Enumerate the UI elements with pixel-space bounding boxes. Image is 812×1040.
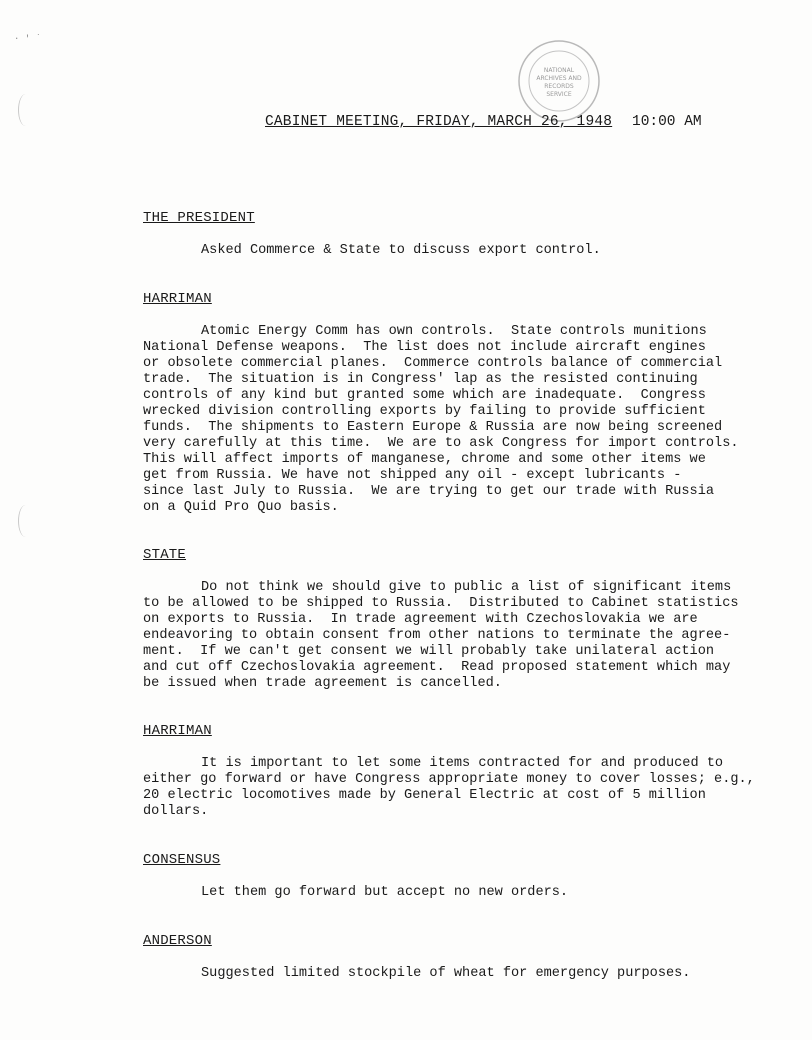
margin-punch-mark [18,94,33,126]
margin-punch-mark [18,505,33,537]
statement-line: or obsolete commercial planes. Commerce controls balance of commercial [143,356,723,371]
statement-line: and cut off Czechoslovakia agreement. Read proposed statement which may [143,660,731,675]
statement-line: ment. If we can't get consent we will probably take unilateral action [143,644,715,659]
statement-line: be issued when trade agreement is cancelled. [143,676,502,691]
paper-specks: · ′ ˙ [14,34,42,44]
statement-line: to be allowed to be shipped to Russia. Distributed to Cabinet statistics [143,596,739,611]
speaker-heading: STATE [143,547,187,563]
statement-line: dollars. [143,804,209,819]
meeting-title: CABINET MEETING, FRIDAY, MARCH 26, 1948 [265,114,613,130]
statement-line: Asked Commerce & State to discuss export control. [201,243,601,258]
statement-line: either go forward or have Congress appropriate money to cover losses; e.g., [143,772,755,787]
speaker-heading: HARRIMAN [143,291,212,307]
statement-line: Atomic Energy Comm has own controls. State controls munitions [201,324,707,339]
statement-line: since last July to Russia. We are trying to get our trade with Russia [143,484,715,499]
statement-line: Suggested limited stockpile of wheat for emergency purposes. [201,966,691,981]
statement-line: This will affect imports of manganese, chrome and some other items we [143,452,706,467]
statement-line: on a Quid Pro Quo basis. [143,500,339,515]
statement-line: on exports to Russia. In trade agreement with Czechoslovakia we are [143,612,698,627]
svg-text:NATIONAL: NATIONAL [543,67,575,74]
svg-text:SERVICE: SERVICE [546,91,572,98]
statement-line: wrecked division controlling exports by failing to provide sufficient [143,404,706,419]
statement-line: National Defense weapons. The list does not include aircraft engines [143,340,706,355]
archive-stamp-seal [516,38,602,124]
document-title [265,114,612,130]
statement-line: 20 electric locomotives made by General Electric at cost of 5 million [143,788,706,803]
statement-line: funds. The shipments to Eastern Europe & Russia are now being screened [143,420,723,435]
svg-text:RECORDS: RECORDS [544,83,574,90]
svg-text:ARCHIVES AND: ARCHIVES AND [536,75,582,82]
statement-line: Do not think we should give to public a list of significant items [201,580,732,595]
meeting-time: 10:00 AM [632,114,702,130]
speaker-heading: CONSENSUS [143,852,221,868]
speaker-heading: ANDERSON [143,933,212,949]
statement-line: Let them go forward but accept no new orders. [201,885,569,900]
speaker-heading: THE PRESIDENT [143,210,255,226]
statement-line: trade. The situation is in Congress' lap as the resisted continuing [143,372,698,387]
statement-line: endeavoring to obtain consent from other nations to terminate the agree- [143,628,731,643]
statement-line: It is important to let some items contracted for and produced to [201,756,724,771]
statement-line: very carefully at this time. We are to ask Congress for import controls. [143,436,739,451]
statement-line: get from Russia. We have not shipped any oil - except lubricants - [143,468,682,483]
speaker-heading: HARRIMAN [143,723,212,739]
statement-line: controls of any kind but granted some which are inadequate. Congress [143,388,706,403]
